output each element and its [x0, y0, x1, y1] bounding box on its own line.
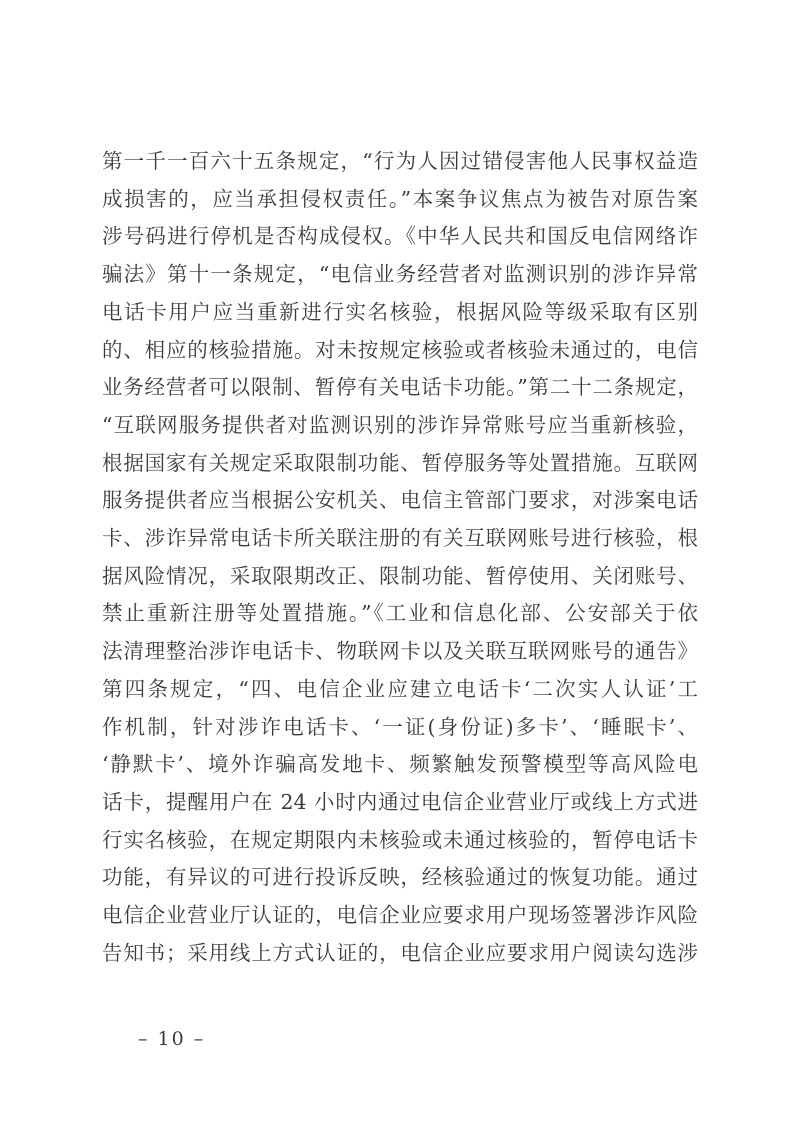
- text-line: 话卡，提醒用户在 24 小时内通过电信企业营业厅或线上方式进: [102, 789, 698, 814]
- text-line: “互联网服务提供者对监测识别的涉诈异常账号应当重新核验，: [102, 412, 698, 437]
- text-line: 的、相应的核验措施。对未按规定核验或者核验未通过的，电信: [102, 337, 698, 362]
- text-line: 电话卡用户应当重新进行实名核验，根据风险等级采取有区别: [102, 299, 698, 324]
- text-line: 作机制，针对涉诈电话卡、‘一证(身份证)多卡’、‘睡眠卡’、: [102, 714, 698, 739]
- text-line: 涉号码进行停机是否构成侵权。《中华人民共和国反电信网络诈: [102, 224, 698, 249]
- text-line: 据风险情况，采取限期改正、限制功能、暂停使用、关闭账号、: [102, 563, 698, 588]
- text-line: 成损害的，应当承担侵权责任。”本案争议焦点为被告对原告案: [102, 186, 698, 211]
- text-line: 骗法》第十一条规定，“电信业务经营者对监测识别的涉诈异常: [102, 262, 698, 287]
- text-line: ‘静默卡’、境外诈骗高发地卡、频繁触发预警模型等高风险电: [102, 752, 698, 777]
- text-line: 第四条规定，“四、电信企业应建立电话卡‘二次实人认证’工: [102, 676, 698, 701]
- text-line: 业务经营者可以限制、暂停有关电话卡功能。”第二十二条规定，: [102, 375, 698, 400]
- text-line: 第一千一百六十五条规定，“行为人因过错侵害他人民事权益造: [102, 149, 698, 173]
- text-line: 功能，有异议的可进行投诉反映，经核验通过的恢复功能。通过: [102, 865, 698, 890]
- page-number: – 10 –: [138, 1028, 206, 1050]
- text-line: 禁止重新注册等处置措施。”《工业和信息化部、公安部关于依: [102, 601, 698, 626]
- text-line: 卡、涉诈异常电话卡所关联注册的有关互联网账号进行核验，根: [102, 526, 698, 551]
- document-body: [102, 143, 698, 972]
- text-line: 告知书；采用线上方式认证的，电信企业应要求用户阅读勾选涉: [102, 940, 698, 965]
- text-line: 法清理整治涉诈电话卡、物联网卡以及关联互联网账号的通告》: [102, 639, 698, 664]
- text-line: 根据国家有关规定采取限制功能、暂停服务等处置措施。互联网: [102, 450, 698, 475]
- text-line: 服务提供者应当根据公安机关、电信主管部门要求，对涉案电话: [102, 488, 698, 513]
- text-line: 电信企业营业厅认证的，电信企业应要求用户现场签署涉诈风险: [102, 903, 698, 928]
- text-line: 行实名核验，在规定期限内未核验或未通过核验的，暂停电话卡: [102, 827, 698, 852]
